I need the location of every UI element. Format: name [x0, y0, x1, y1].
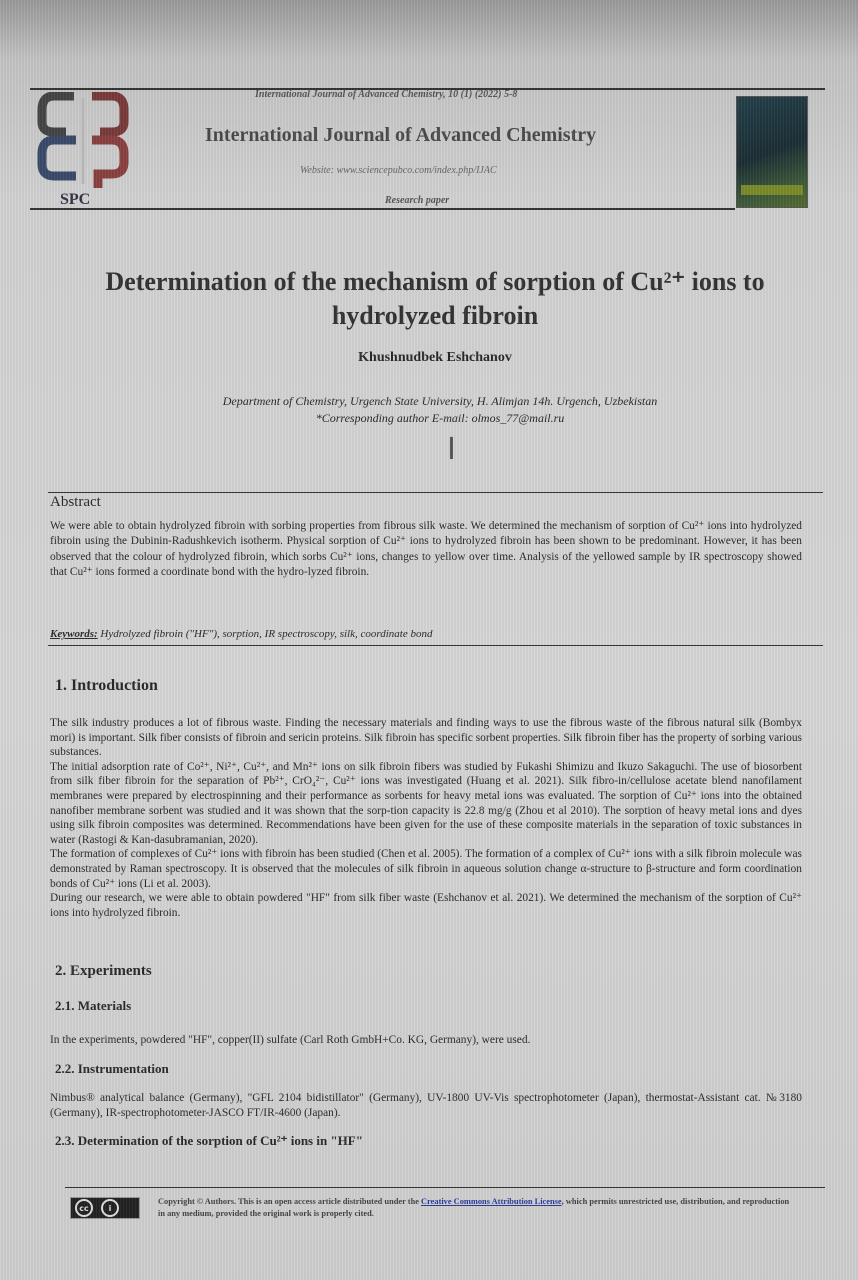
intro-paragraph: During our research, we were able to obtain powdered "HF" from silk fiber waste (Eshchanov et al. 2021). We determined the mechanism of the sorption of Cu²⁺ ions into hydrolyzed fibroin. [50, 892, 802, 919]
publisher-name: SPC [60, 191, 91, 207]
intro-paragraph: The initial adsorption rate of Co²⁺, Ni²⁺, Cu²⁺, and Mn²⁺ ions on silk fibroin fibers was studied by Fukashi Shimizu and Ikuzo Sakaguchi. The use of biosorbent from silk fiber fibroin for the separation of Pb²⁺, CrO₄²⁻, Cu²⁺ ions was investigated (Huang et al. 2021). Silk fibro-in/cellulose acetate blend nanofilament membranes were prepared by electrospinning and their performance as sorbents for heavy metal ions was evaluated. The sorption of Cu²⁺ ions into the obtained nanofiber membrane sorbent was studied and it was shown that the sorp-tion capacity is 22.8 mg/g (Zhou et al 2010). The sorption of heavy metal ions and dyes using silk fibroin composites was determined. Recommendations have been given for the use of these composite materials in the separation of toxic substances in water (Rastogi & Kan-dasubramanian, 2020). [50, 760, 802, 846]
corresponding-email: *Corresponding author E-mail: olmos_77@mail.ru [315, 411, 565, 425]
publisher-logo [36, 92, 130, 207]
abstract-heading: Abstract [50, 494, 101, 510]
introduction-body [50, 716, 802, 920]
text-cursor-icon: I [447, 432, 456, 467]
affiliation [0, 393, 858, 427]
paper-title: Determination of the mechanism of sorption of Cu²⁺ ions to hydrolyzed fibroin [105, 267, 765, 330]
journal-cover-image [736, 96, 808, 208]
license-link[interactable]: Creative Commons Attribution License [421, 1197, 562, 1206]
journal-website[interactable]: Website: www.sciencepubco.com/index.php/IJAC [300, 165, 497, 176]
paper-author: Khushnudbek Eshchanov [358, 350, 512, 365]
materials-text: In the experiments, powdered "HF", copper(II) sulfate (Carl Roth GmbH+Co. KG, Germany), were used. [50, 1034, 531, 1046]
article-type: Research paper [385, 195, 450, 206]
keywords-rule [48, 645, 823, 646]
copyright-text-end: , which permits unrestricted use, distribution, and reproduction in any medium, provided the original work is properly cited. [158, 1197, 790, 1218]
abstract-text: We were able to obtain hydrolyzed fibroin with sorbing properties from fibrous silk waste. We determined the mechanism of sorption of Cu²⁺ ions into hydrolyzed fibroin using the Dubinin-Radushkevich isotherm. Physical sorption of Cu²⁺ ions to hydrolyzed fibroin has been shown to be predominant. However, it has been observed that the colour of hydrolyzed fibroin, which sorbs Cu²⁺ ions, changes to yellow over time. Analysis of the yellowed sample by IR spectroscopy showed that Cu²⁺ ions formed a coordinate bond with the hydro-lyzed fibroin. [50, 520, 802, 578]
journal-title: International Journal of Advanced Chemistry [205, 124, 597, 146]
header-bottom-rule [30, 208, 735, 210]
keywords [50, 628, 432, 640]
cc-license-badge[interactable] [70, 1197, 140, 1219]
intro-paragraph: The formation of complexes of Cu²⁺ ions with fibroin has been studied (Chen et al. 2005). The formation of a complex of Cu²⁺ ions with a silk fibroin molecule was demonstrated by Raman spectroscopy. It is observed that the molecules of silk fibroin in aqueous solution change α-structure to β-structure and form coordination bonds of Cu²⁺ ions (Li et al. 2003). [50, 848, 802, 890]
footer-rule [65, 1187, 825, 1188]
intro-paragraph: The silk industry produces a lot of fibrous waste. Finding the necessary materials and finding ways to use the fibrous waste of the fibrous natural silk (Bombyx mori) is important. Silk fiber consists of fibroin and sericin proteins. Silk fibroin has specific sorbent properties. Silk fibroin fiber has the property of sorbing various substances. [50, 717, 802, 759]
copyright-text: Copyright © Authors. This is an open access article distributed under the [158, 1197, 422, 1206]
experiments-heading: 2. Experiments [55, 963, 152, 979]
materials-heading: 2.1. Materials [55, 998, 132, 1013]
attribution-icon: i [101, 1199, 119, 1217]
abstract-rule [48, 492, 823, 493]
introduction-heading: 1. Introduction [55, 677, 158, 694]
sorption-heading: 2.3. Determination of the sorption of Cu²⁺ ions in "HF" [55, 1133, 363, 1148]
affiliation-text: Department of Chemistry, Urgench State University, H. Alimjan 14h. Urgench, Uzbekistan [222, 394, 658, 408]
keywords-text: Hydrolyzed fibroin ("HF"), sorption, IR spectroscopy, silk, coordinate bond [97, 628, 433, 640]
keywords-label: Keywords: [50, 628, 98, 640]
instrumentation-text: Nimbus® analytical balance (Germany), "GFL 2104 bidistillator" (Germany), UV-1800 UV-Vis spectrophotometer (Japan), thermostat-Assistant cat. №3180 (Germany), IR-spectrophotometer-JASCO FT/IR-4600 (Japan). [50, 1092, 802, 1120]
instrumentation-heading: 2.2. Instrumentation [55, 1061, 169, 1076]
copyright-notice [158, 1196, 798, 1220]
journal-citation: International Journal of Advanced Chemistry, 10 (1) (2022) 5-8 [255, 89, 518, 100]
cc-icon: cc [75, 1199, 93, 1217]
